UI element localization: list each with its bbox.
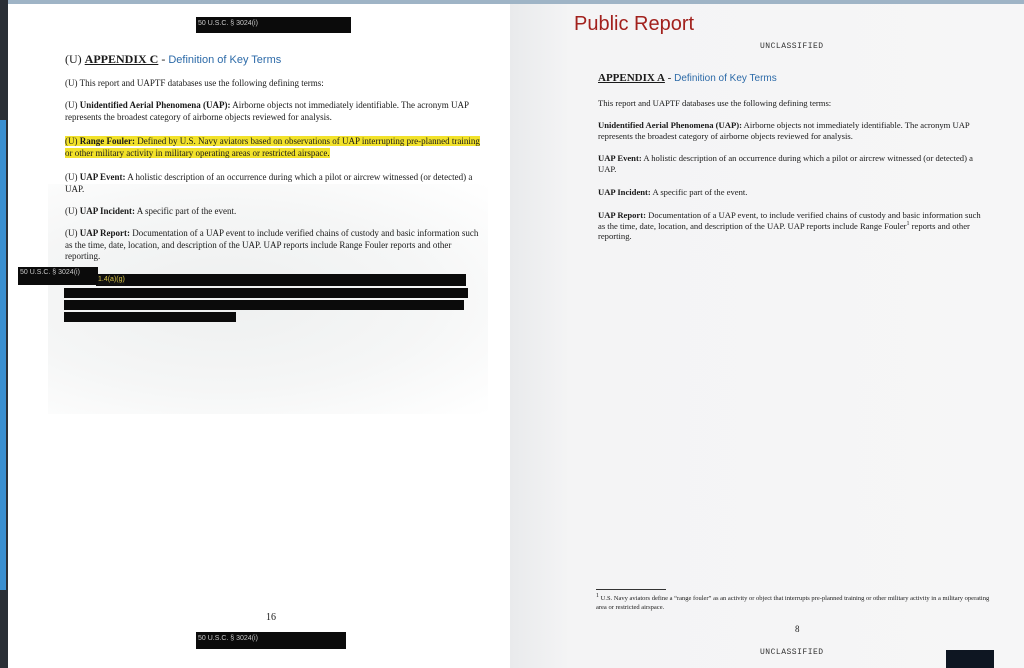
entry-uap-report (65, 228, 485, 263)
entry-marker: (U) (65, 206, 80, 216)
entry-text: Documentation of a UAP event to include verified chains of custody and basic information such as the time, date, location, and description of the UAP. UAP reports include Range Fouler reports and other reporting. (65, 228, 479, 261)
entry-marker: (U) (65, 136, 80, 146)
title-definition: Definition of Key Terms (674, 73, 777, 84)
entry-term: UAP Incident: (598, 187, 651, 197)
redaction-bar (96, 274, 466, 286)
public-report-banner: Public Report (574, 13, 695, 35)
title-definition: Definition of Key Terms (168, 54, 282, 66)
entry-text: A specific part of the event. (650, 187, 748, 197)
public-document-page (510, 4, 1024, 668)
entry-term: UAP Report: (79, 228, 130, 238)
entry-text: Airborne objects not immediately identifiable. The acronym UAP represents the broadest category of airborne objects reviewed for analysis. (598, 120, 970, 141)
classification-top: UNCLASSIFIED (760, 42, 824, 51)
window-edge-accent (0, 120, 6, 590)
entry-uap (598, 120, 990, 141)
entry-term: UAP Incident: (79, 206, 136, 216)
entry-uap-event (65, 172, 485, 195)
classification-bottom: UNCLASSIFIED (760, 648, 824, 657)
highlighted-entry (65, 136, 480, 158)
intro-paragraph: This report and UAPTF databases use the following defining terms: (598, 98, 832, 108)
entry-uap (65, 100, 485, 123)
video-thumbnail (946, 650, 994, 668)
appendix-title (598, 72, 777, 84)
footnote (596, 594, 996, 612)
entry-text: Defined by U.S. Navy aviators based on observations of UAP interrupting pre-planned training or other military activity in military operating areas or restricted airspace. (65, 136, 480, 158)
entry-term: Unidentified Aerial Phenomena (UAP): (79, 100, 231, 110)
footnote-text: U.S. Navy aviators define a “range fouler” as an activity or object that interrupts pre-planned training or other military activity in a military operating area or restricted airspace. (596, 595, 990, 611)
entry-range-fouler (65, 136, 485, 159)
footnote-rule (596, 589, 666, 590)
header-redaction-label: 50 U.S.C. § 3024(i) (198, 20, 258, 27)
appendix-title (65, 52, 281, 67)
redaction-label: 50 U.S.C. § 3024(i) (20, 269, 80, 276)
entry-text: A holistic description of an occurrence during which a pilot or aircrew witnessed (or detected) a UAP. (598, 153, 973, 174)
entry-text: A specific part of the event. (135, 206, 237, 216)
title-dash: - (664, 72, 675, 84)
redaction-label: 1.4(a)(g) (98, 276, 125, 283)
entry-marker: (U) (65, 172, 80, 182)
title-dash: - (158, 52, 169, 66)
footnote-ref: 1 (906, 220, 910, 227)
entry-text: Documentation of a UAP event, to include verified chains of custody and basic information such as the time, date, location, and description of the UAP. UAP reports include Range Fouler (598, 210, 981, 231)
entry-marker: (U) (65, 228, 80, 238)
entry-term: UAP Event: (79, 172, 126, 182)
title-appendix: APPENDIX A (598, 72, 665, 84)
entry-text: A holistic description of an occurrence during which a pilot or aircrew witnessed (or detected) a UAP. (65, 172, 473, 194)
page-number: 8 (795, 624, 800, 634)
footer-redaction-label: 50 U.S.C. § 3024(i) (198, 635, 258, 642)
entry-term: UAP Event: (598, 153, 642, 163)
redaction-bar (64, 312, 236, 322)
classified-document-page (8, 4, 510, 668)
entry-uap-event (598, 153, 990, 174)
entry-uap-report (598, 210, 990, 242)
title-prefix: (U) (65, 52, 85, 66)
entry-uap-incident (65, 206, 485, 218)
redaction-bar (64, 288, 468, 298)
footnote-marker: 1 (596, 592, 599, 599)
entry-marker: (U) (65, 100, 80, 110)
entry-uap-incident (598, 187, 990, 198)
entry-term: Unidentified Aerial Phenomena (UAP): (598, 120, 742, 130)
page-number: 16 (266, 612, 276, 623)
entry-term: UAP Report: (598, 210, 646, 220)
entry-text-after: reports and other reporting. (598, 220, 970, 241)
title-appendix: APPENDIX C (84, 52, 159, 66)
intro-paragraph: (U) This report and UAPTF databases use the following defining terms: (65, 78, 324, 88)
entry-text: Airborne objects not immediately identifiable. The acronym UAP represents the broadest category of airborne objects reviewed for analysis. (65, 100, 469, 122)
scan-smudge (48, 184, 488, 414)
redaction-bar (64, 300, 464, 310)
entry-term: Range Fouler: (79, 136, 135, 146)
